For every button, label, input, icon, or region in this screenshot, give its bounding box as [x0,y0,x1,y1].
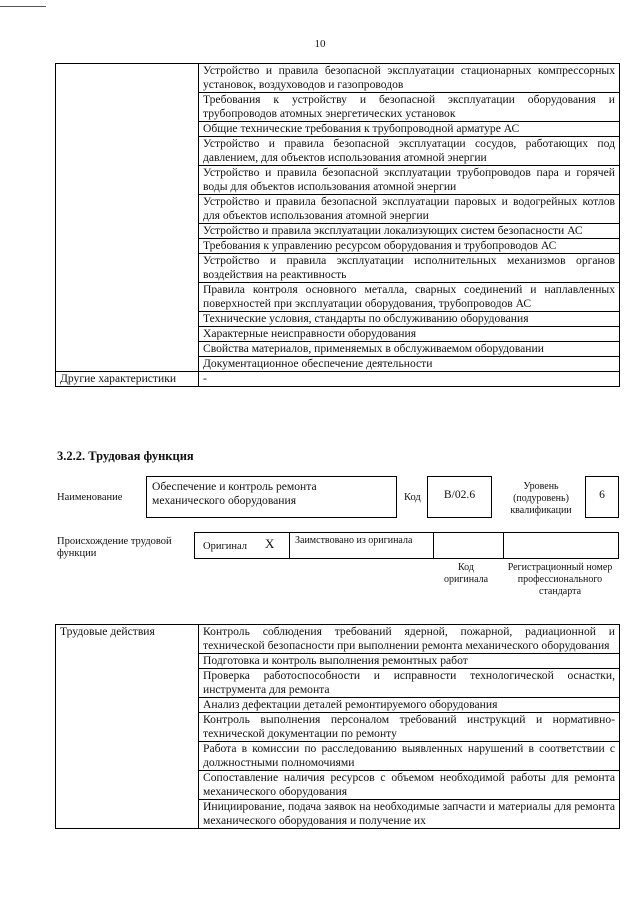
section-title: 3.2.2. Трудовая функция [57,449,194,463]
action-item: Подготовка и контроль выполнения ремонтных работ [199,654,620,669]
level-value: 6 [599,488,605,501]
code-value-box [427,476,492,518]
level-value-box [585,476,619,518]
knowledge-item: Технические условия, стандарты по обслуживанию оборудования [199,312,620,327]
action-item: Контроль выполнения персоналом требований инструкций и нормативно-технической документации по ремонту [199,713,620,742]
name-label: Наименование [57,492,123,503]
knowledge-item: Устройство и правила эксплуатации локализующих систем безопасности АС [199,224,620,239]
origin-box [194,532,619,559]
knowledge-table [55,63,620,387]
knowledge-item: Устройство и правила безопасной эксплуатации паровых и водогрейных котлов для объектов использования атомной энергии [199,195,620,224]
original-mark: X [265,536,275,551]
knowledge-row [56,64,620,93]
origin-label: Происхождение трудовой функции [57,536,172,559]
knowledge-item: Свойства материалов, применяемых в обслуживаемом оборудовании [199,342,620,357]
actions-table [55,624,620,829]
knowledge-item: Устройство и правила безопасной эксплуатации стационарных компрессорных установок, воздуховодов и газопроводов [199,64,620,93]
actions-label: Трудовые действия [56,625,199,829]
knowledge-item: - [199,372,620,387]
knowledge-item: Общие технические требования к трубопроводной арматуре АС [199,122,620,137]
action-item: Сопоставление наличия ресурсов с объемом необходимой работы для ремонта механического оборудования [199,771,620,800]
code-value: В/02.6 [443,488,476,501]
knowledge-item: Устройство и правила безопасной эксплуатации сосудов, работающих под давлением, для объектов использования атомной энергии [199,137,620,166]
action-item: Работа в комиссии по расследованию выявленных нарушений в соответствии с должностными полномочиями [199,742,620,771]
code-caption: Код оригинала [443,562,489,585]
action-item: Контроль соблюдения требований ядерной, пожарной, радиационной и технической безопасности при выполнении ремонта механического оборудования [199,625,620,654]
action-item: Инициирование, подача заявок на необходимые запчасти и материалы для ремонта механического оборудования и получение их [199,800,620,829]
top-rule [0,6,46,7]
page-number: 10 [314,38,326,50]
action-item: Анализ дефектации деталей ремонтируемого оборудования [199,698,620,713]
knowledge-row [56,372,620,387]
knowledge-item: Требования к управлению ресурсом оборудования и трубопроводов АС [199,239,620,254]
knowledge-label-cell [56,64,199,372]
level-label: Уровень (подуровень) квалификации [510,481,572,516]
other-characteristics-label: Другие характеристики [56,372,199,387]
name-value: Обеспечение и контроль ремонта механического оборудования [152,480,317,507]
action-row [56,625,620,654]
knowledge-item: Устройство и правила эксплуатации исполнительных механизмов органов воздействия на реактивность [199,254,620,283]
reg-caption: Регистрационный номер профессионального стандарта [507,562,613,597]
knowledge-item: Правила контроля основного металла, сварных соединений и наплавленных поверхностей при эксплуатации оборудования, трубопроводов АС [199,283,620,312]
borrowed-label: Заимствовано из оригинала [295,535,413,546]
name-value-box [146,476,397,518]
knowledge-item: Устройство и правила безопасной эксплуатации трубопроводов пара и горячей воды для объектов использования атомной энергии [199,166,620,195]
knowledge-item: Требования к устройству и безопасной эксплуатации оборудования и трубопроводов атомных энергетических установок [199,93,620,122]
action-item: Проверка работоспособности и исправности технологической оснастки, инструмента для ремонта [199,669,620,698]
knowledge-item: Документационное обеспечение деятельности [199,357,620,372]
code-label: Код [404,492,421,503]
knowledge-item: Характерные неисправности оборудования [199,327,620,342]
original-label: Оригинал [203,541,247,552]
